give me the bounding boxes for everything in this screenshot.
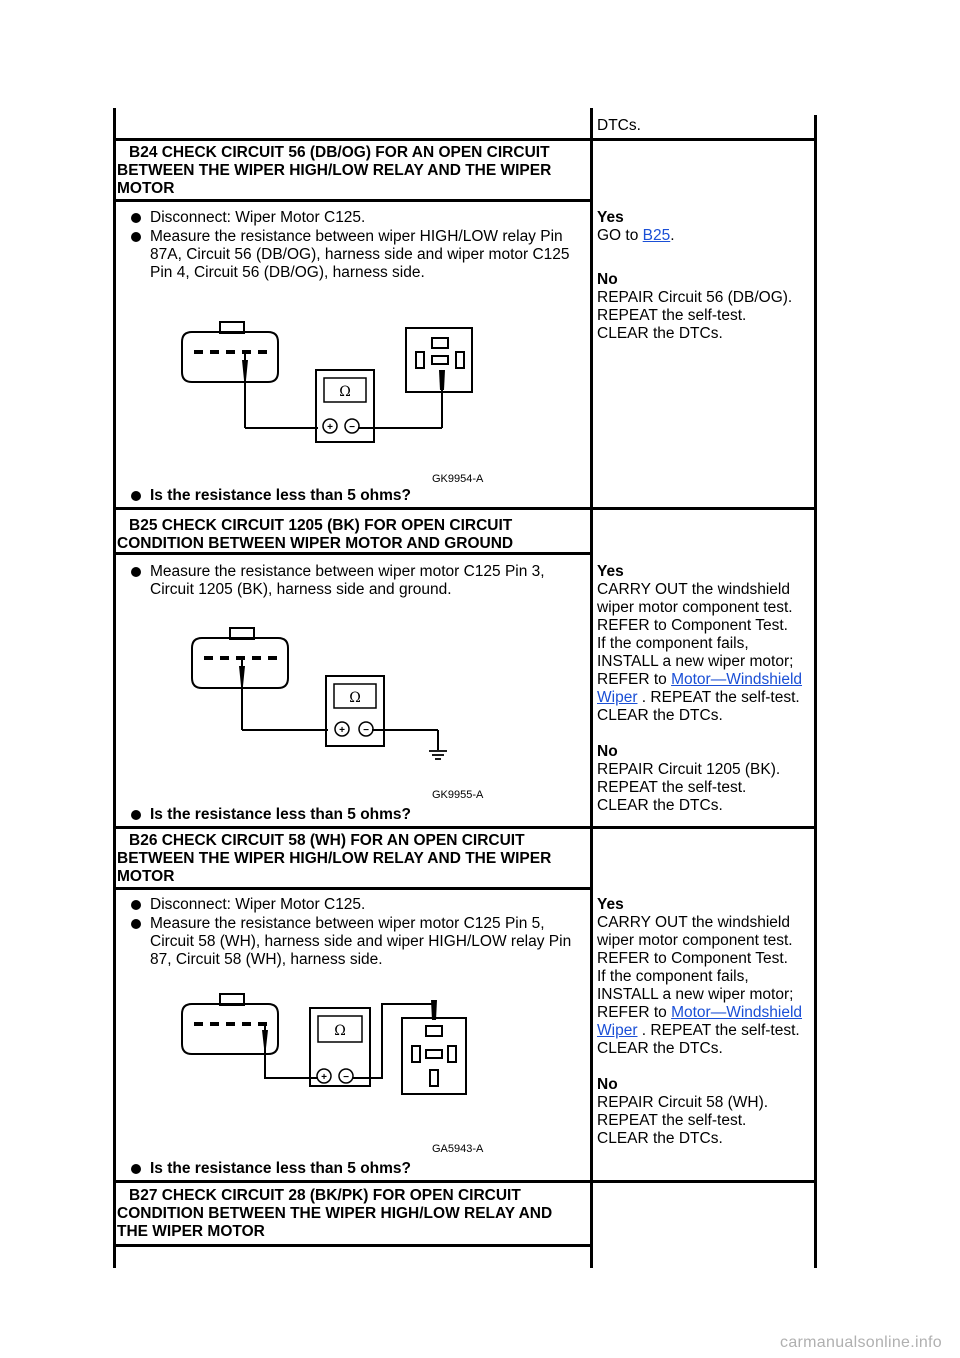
b25-step-1: Measure the resistance between wiper motor C125 Pin 3, Circuit 1205 (BK), harness side and ground. — [150, 563, 580, 599]
row-divider — [113, 138, 817, 141]
b24-question: Is the resistance less than 5 ohms? — [150, 487, 580, 505]
b26-figure — [170, 990, 500, 1162]
b25-header: B25 CHECK CIRCUIT 1205 (BK) FOR OPEN CIRCUIT CONDITION BETWEEN WIPER MOTOR AND GROUND — [117, 517, 514, 552]
b26-header: B26 CHECK CIRCUIT 58 (WH) FOR AN OPEN CIRCUIT BETWEEN THE WIPER HIGH/LOW RELAY AND THE WIPER MOTOR — [117, 832, 552, 885]
row-divider — [113, 1244, 593, 1247]
ground-icon — [429, 751, 447, 759]
link-motor-windshield[interactable]: Motor—Windshield — [671, 671, 803, 688]
meter-symbol: Ω — [334, 1023, 346, 1039]
minus-terminal: − — [349, 422, 355, 433]
minus-terminal: − — [343, 1072, 349, 1083]
row-divider — [113, 826, 817, 829]
column-divider — [590, 108, 593, 1268]
b26-result: Yes CARRY OUT the windshield wiper motor component test. REFER to Component Test. If the component fails, INSTALL a new wiper motor; REFER to Motor—Windshield Wiper . REPEAT the self-test. CLEAR the DTCs. No REPAIR Circuit 58 (WH). REPEAT the self-test. CLEAR the DTCs. — [597, 896, 815, 1148]
yes-label: Yes — [597, 563, 624, 580]
b24-step-2: Measure the resistance between wiper HIGH/LOW relay Pin 87A, Circuit 56 (DB/OG), harness side and wiper motor C125 Pin 4, Circuit 56 (DB/OG), harness side. — [150, 228, 580, 282]
no-label: No — [597, 1076, 618, 1093]
b27-header: B27 CHECK CIRCUIT 28 (BK/PK) FOR OPEN CIRCUIT CONDITION BETWEEN THE WIPER HIGH/LOW RELAY AND THE WIPER MOTOR — [117, 1187, 553, 1240]
plus-terminal: + — [339, 725, 345, 736]
b24-result: Yes GO to B25. No REPAIR Circuit 56 (DB/OG). REPEAT the self-test. CLEAR the DTCs. — [597, 209, 815, 343]
link-motor-windshield[interactable]: Motor—Windshield — [671, 1004, 803, 1021]
relay-socket-icon — [406, 328, 472, 392]
figure-caption: GA5943-A — [432, 1143, 484, 1155]
ohmmeter-icon — [316, 370, 374, 442]
row-divider — [113, 887, 593, 890]
plus-terminal: + — [327, 422, 333, 433]
plus-terminal: + — [321, 1072, 327, 1083]
figure-caption: GK9954-A — [432, 473, 484, 485]
no-label: No — [597, 743, 618, 760]
b26-step-1: Disconnect: Wiper Motor C125. — [150, 896, 580, 914]
b24-step-1: Disconnect: Wiper Motor C125. — [150, 209, 580, 227]
watermark: carmanualsonline.info — [780, 1334, 942, 1351]
row-divider — [113, 507, 817, 510]
b26-question: Is the resistance less than 5 ohms? — [150, 1160, 580, 1178]
b24-figure — [170, 318, 500, 488]
ohmmeter-icon — [310, 1008, 370, 1086]
link-wiper[interactable]: Wiper — [597, 689, 638, 706]
meter-symbol: Ω — [339, 384, 351, 400]
b25-question: Is the resistance less than 5 ohms? — [150, 806, 580, 824]
yes-label: Yes — [597, 209, 624, 226]
b24-header: B24 CHECK CIRCUIT 56 (DB/OG) FOR AN OPEN CIRCUIT BETWEEN THE WIPER HIGH/LOW RELAY AND THE WIPER MOTOR — [117, 144, 552, 197]
meter-symbol: Ω — [349, 690, 361, 706]
b25-result: Yes CARRY OUT the windshield wiper motor component test. REFER to Component Test. If the component fails, INSTALL a new wiper motor; REFER to Motor—Windshield Wiper . REPEAT the self-test. CLEAR the DTCs. No REPAIR Circuit 1205 (BK). REPEAT the self-test. CLEAR the DTCs. — [597, 563, 815, 815]
yes-label: Yes — [597, 896, 624, 913]
ohmmeter-icon — [326, 676, 384, 746]
minus-terminal: − — [363, 725, 369, 736]
row-divider — [113, 1180, 817, 1183]
relay-socket-icon — [402, 1018, 466, 1094]
b26-step-2: Measure the resistance between wiper motor C125 Pin 5, Circuit 58 (WH), harness side and wiper HIGH/LOW relay Pin 87, Circuit 58 (WH), harness side. — [150, 915, 580, 969]
link-wiper[interactable]: Wiper — [597, 1022, 638, 1039]
top-row-text: DTCs. — [597, 117, 641, 134]
table-left-border — [113, 108, 116, 1268]
row-divider — [113, 199, 593, 202]
no-label: No — [597, 271, 618, 288]
link-b25[interactable]: B25 — [642, 227, 671, 244]
figure-caption: GK9955-A — [432, 789, 484, 801]
yes-text: GO to B25. — [597, 227, 675, 244]
b25-figure — [180, 624, 510, 804]
